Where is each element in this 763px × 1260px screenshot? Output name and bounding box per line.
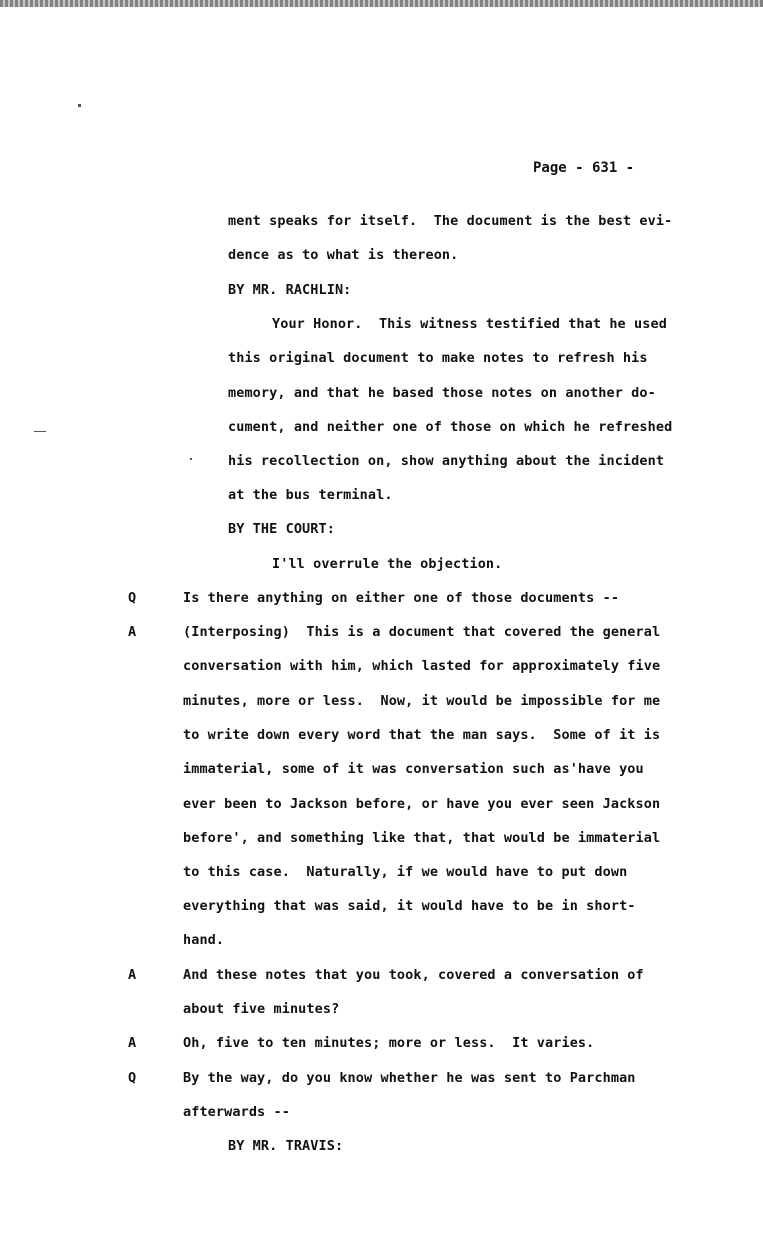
text-line: hand.	[183, 932, 225, 948]
text-line: everything that was said, it would have to be in short-	[183, 898, 636, 914]
text-line: about five minutes?	[183, 1001, 340, 1017]
question-label: Q	[128, 590, 137, 606]
page-number: Page - 631 -	[533, 160, 635, 176]
text-line: I'll overrule the objection.	[272, 556, 503, 572]
text-line: memory, and that he based those notes on another do-	[228, 385, 656, 401]
speaker-heading: BY MR. TRAVIS:	[228, 1138, 344, 1154]
text-line: to this case. Naturally, if we would have to put down	[183, 864, 628, 880]
answer-label: A	[128, 967, 137, 983]
text-line: ever been to Jackson before, or have you ever seen Jackson	[183, 796, 661, 812]
scan-speck	[78, 104, 81, 107]
text-line: at the bus terminal.	[228, 487, 393, 503]
text-line: Is there anything on either one of those documents --	[183, 590, 620, 606]
text-line: And these notes that you took, covered a conversation of	[183, 967, 644, 983]
text-line: By the way, do you know whether he was sent to Parchman	[183, 1070, 636, 1086]
answer-label: A	[128, 1035, 137, 1051]
text-line: conversation with him, which lasted for approximately five	[183, 658, 661, 674]
text-line: to write down every word that the man says. Some of it is	[183, 727, 661, 743]
text-line: his recollection on, show anything about the incident	[228, 453, 665, 469]
text-line: immaterial, some of it was conversation such as'have you	[183, 761, 644, 777]
scan-top-edge	[0, 0, 763, 7]
text-line: (Interposing) This is a document that covered the general	[183, 624, 661, 640]
text-line: dence as to what is thereon.	[228, 247, 459, 263]
text-line: minutes, more or less. Now, it would be impossible for me	[183, 693, 661, 709]
speaker-heading: BY MR. RACHLIN:	[228, 282, 352, 298]
text-line: ment speaks for itself. The document is the best evi-	[228, 213, 673, 229]
text-line: Oh, five to ten minutes; more or less. It varies.	[183, 1035, 595, 1051]
question-label: Q	[128, 1070, 137, 1086]
text-line: afterwards --	[183, 1104, 290, 1120]
text-line: cument, and neither one of those on which he refreshed	[228, 419, 673, 435]
answer-label: A	[128, 624, 137, 640]
text-line: this original document to make notes to refresh his	[228, 350, 648, 366]
scan-speck	[190, 458, 192, 460]
scan-speck	[34, 431, 46, 432]
text-line: before', and something like that, that would be immaterial	[183, 830, 661, 846]
text-line: Your Honor. This witness testified that he used	[272, 316, 667, 332]
speaker-heading: BY THE COURT:	[228, 521, 335, 537]
